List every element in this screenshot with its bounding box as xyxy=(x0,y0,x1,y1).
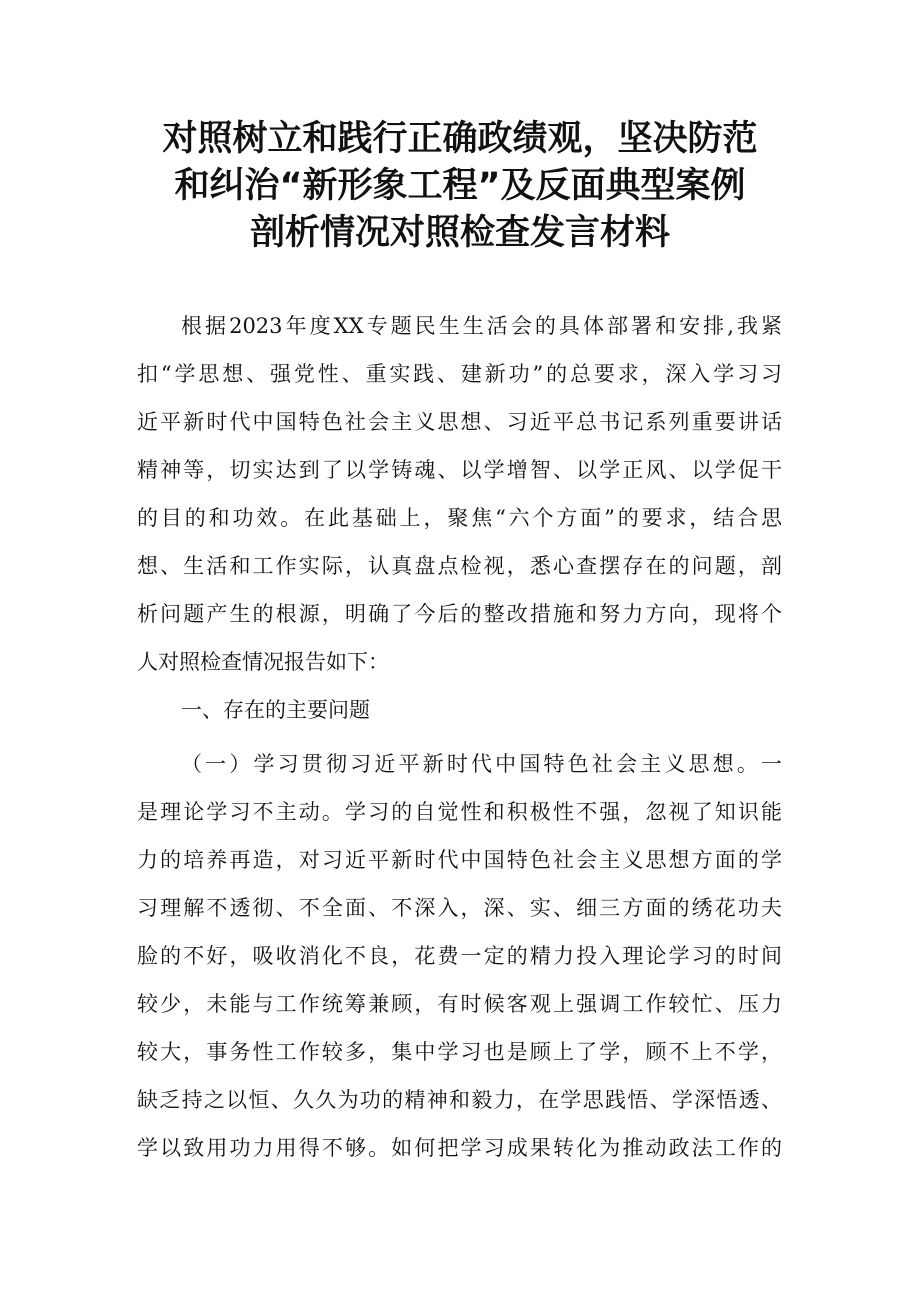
paragraph-line: 想、生活和工作实际，认真盘点检视，悉心查摆存在的问题，剖 xyxy=(137,554,782,578)
paragraph-line: 较大，事务性工作较多，集中学习也是顾上了学，顾不上不学， xyxy=(137,1040,782,1064)
title-line-2: 和纠治“新形象工程”及反面典型案例 xyxy=(174,166,746,206)
intro-paragraph xyxy=(137,302,782,686)
paragraph-line: 学以致用功力用得不够。如何把学习成果转化为推动政法工作的 xyxy=(137,1136,782,1160)
paragraph-line: 脸的不好，吸收消化不良，花费一定的精力投入理论学习的时间 xyxy=(137,944,782,968)
paragraph-line: 人对照检查情况报告如下： xyxy=(137,650,389,674)
paragraph-line: 析问题产生的根源，明确了今后的整改措施和努力方向，现将个 xyxy=(137,602,782,626)
paragraph-line: 的目的和功效。在此基础上，聚焦“六个方面”的要求，结合思 xyxy=(137,506,782,530)
paragraph-line: 缺乏持之以恒、久久为功的精神和毅力，在学思践悟、学深悟透、 xyxy=(137,1088,782,1112)
paragraph-line: 根据2023年度XX专题民生生活会的具体部署和安排,我紧 xyxy=(181,314,782,338)
paragraph-line: （一）学习贯彻习近平新时代中国特色社会主义思想。一 xyxy=(181,752,782,776)
title-line-3: 剖析情况对照检查发言材料 xyxy=(249,213,670,253)
paragraph-line: 精神等，切实达到了以学铸魂、以学增智、以学正风、以学促干 xyxy=(137,458,782,482)
paragraph-line: 习理解不透彻、不全面、不深入，深、实、细三方面的绣花功夫 xyxy=(137,896,782,920)
paragraph-line: 力的培养再造，对习近平新时代中国特色社会主义思想方面的学 xyxy=(137,848,782,872)
problem-paragraph xyxy=(137,740,782,1172)
paragraph-line: 较少，未能与工作统筹兼顾，有时候客观上强调工作较忙、压力 xyxy=(137,992,782,1016)
document-body xyxy=(137,302,782,1172)
paragraph-line: 是理论学习不主动。学习的自觉性和积极性不强，忽视了知识能 xyxy=(137,800,782,824)
paragraph-line: 扣“学思想、强党性、重实践、建新功”的总要求，深入学习习 xyxy=(137,362,782,386)
paragraph-line: 近平新时代中国特色社会主义思想、习近平总书记系列重要讲话 xyxy=(137,410,782,434)
title-line-1: 对照树立和践行正确政绩观，坚决防范 xyxy=(162,119,758,159)
section-heading: 一、存在的主要问题 xyxy=(181,698,370,722)
document-title xyxy=(90,116,830,257)
